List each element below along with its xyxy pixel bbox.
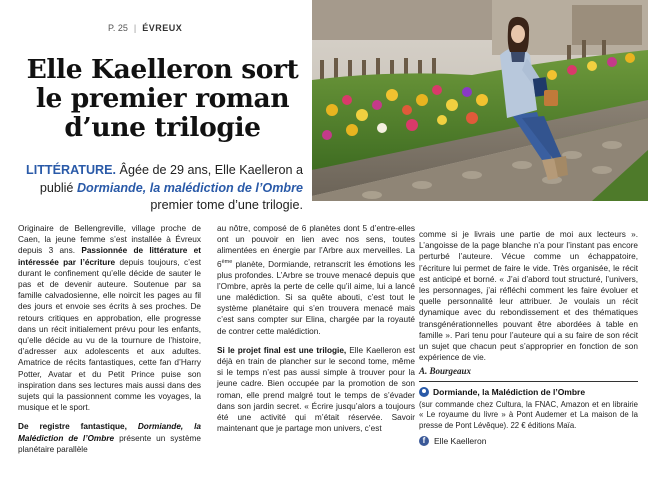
- col2-p2-text: Elle Kaelleron est déjà en train de plancher sur le second tome, même si le temps n’est pas aussi simple à trouver pour la jeune cadre. Bien occupée par la promotion de son roman, elle prend malgré tout le temps de s’évader dans son jardin secret. « Écrire jusqu’alors a toujours été une activité qui m’était réservée. Savoir maintenant que je partage mon univers, c’est: [217, 345, 415, 434]
- kicker-separator: |: [133, 23, 137, 33]
- headline-line-1: Elle Kaelleron sort: [26, 54, 299, 85]
- facebook-link[interactable]: [419, 436, 638, 447]
- col1-p1-text-2: depuis toujours, c’est durant le confinement qu’elle décide de sauter le pas et de devenir auteure. Soutenue par sa famille calvadosienne, elle noircit les pages au fil des jours et envoie ses écrits à ses proches. De retours critiques en approbation, elle progresse dans un récit initialement prévu pour les enfants, qu’elle décide au vu de la tournure de l’histoire, d’adresser aux adolescents et aux adultes. Amatrice de récits fantastiques, cette fan d’Harry Potter, Avatar et du Petit Prince puise son inspiration dans ses lectures mais aussi dans des sujets qui la passionnent comme les voyages, la musique et le sport.: [18, 257, 201, 413]
- col3-paragraph-1: comme si je livrais une partie de moi aux lecteurs ». L’angoisse de la page blanche n’a pour l’instant pas encore perturbé l’auteure. Vécue comme un échappatoire, l’écriture lui permet de faire le vide. Très organisée, le récit est anticipé et borné. « J’ai d’abord tout structuré, l’univers, les personnages, j’ai réfléchi comment les faire évoluer et quelle personnalité leur attribuer. Je voulais un récit dynamique avec du rebondissement et des thématiques transgénérationnelles pouvant être abordées à table en famille ». Pari tenu pour l’auteure qui a su faire de son récit un sujet que chacun peut s’approprier en fonction de son expérience de vie.: [419, 230, 638, 363]
- lead-book-title: Dormiande, la malédiction de l’Ombre: [76, 180, 303, 195]
- col1-paragraph-2: [18, 421, 201, 455]
- facebook-icon: f: [419, 436, 429, 446]
- article-author: A. Bourgeaux: [419, 366, 472, 377]
- body-column-1: [18, 223, 201, 455]
- book-info-details: (sur commande chez Cultura, la FNAC, Amazon et en librairie « Le royaume du livre » à Pont Audemer et La maison de la presse de Pont Lévêque). 22 € éditions Maïa.: [419, 399, 638, 431]
- col1-p1-text: Originaire de Bellengreville, village proche de Caen, la jeune femme s’est installée à Évreux depuis 3 ans.: [18, 224, 201, 256]
- headline-line-2: le premier roman: [35, 83, 290, 114]
- headline-line-3: d’une trilogie: [64, 112, 261, 143]
- section-city: ÉVREUX: [142, 23, 183, 33]
- page-kicker: [108, 23, 182, 33]
- col1-p2-title: Dormiande, la Malédiction de l’Ombre: [18, 422, 201, 443]
- article-lead: [18, 162, 303, 215]
- col2-paragraph-2: [217, 345, 415, 435]
- page-number: P. 25: [108, 23, 128, 33]
- col2-p1-text-2: planète, Dormiande, retranscrit les émotions les plus profondes. L’Arbre se trouve menacé depuis que l’Ombre, après la perte de celle qu’il aime, lui a lancé une malédiction. Si sa quête abouti, c’est tout le système planétaire qui s’en trouvera menacé mais c’est sans compter sur Elina, chargée par la royauté de contrer cette malédiction.: [217, 259, 415, 336]
- lead-tag: LITTÉRATURE.: [26, 163, 117, 177]
- book-info-title-text: Dormiande, la Malédiction de l’Ombre: [433, 386, 586, 397]
- article-headline: [20, 55, 305, 142]
- article-photo: [312, 0, 648, 201]
- col2-p2-bold: Si le projet final est une trilogie,: [217, 345, 347, 355]
- col2-paragraph-1: [217, 223, 415, 337]
- col1-paragraph-1: [18, 223, 201, 413]
- lead-text-2: premier tome d’une trilogie.: [150, 198, 303, 212]
- info-divider: [419, 381, 638, 382]
- lead-text-1: Âgée de 29 ans, Elle Kaelleron a publié: [39, 163, 303, 195]
- col1-p2-bold: De registre fantastique,: [18, 422, 138, 432]
- body-column-2: [217, 223, 415, 434]
- col2-p1-text: au nôtre, composé de 6 planètes dont 5 d’entre-elles ont un pouvoir en lien avec nos sens, toutes alimentées en énergie par l’Arbre aux merveilles. La 6: [217, 224, 415, 269]
- facebook-label: Elle Kaelleron: [434, 435, 487, 446]
- col1-p1-bold: Passionnée de littérature et intéressée par l’écriture: [18, 246, 201, 267]
- col1-p2-text: présente un système planétaire parallèle: [18, 433, 201, 454]
- body-column-3: [419, 229, 638, 447]
- book-info-title: [419, 387, 638, 398]
- location-pin-icon: [419, 387, 429, 397]
- col2-p1-sup: ème: [221, 258, 233, 265]
